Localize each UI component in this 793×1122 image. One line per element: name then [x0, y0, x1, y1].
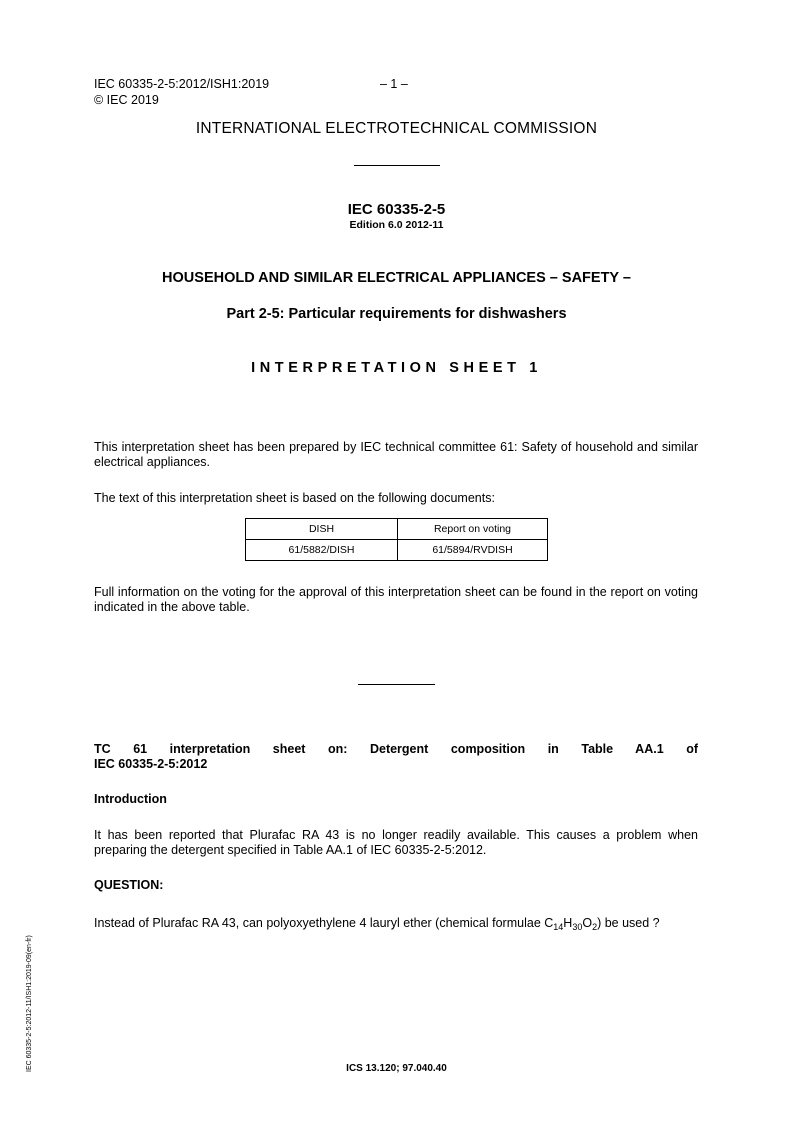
question-heading: QUESTION: — [94, 878, 164, 892]
formula-o: O — [582, 916, 593, 930]
divider-top — [354, 165, 440, 166]
documents-intro: The text of this interpretation sheet is based on the following documents: — [94, 491, 495, 505]
question-text-before: Instead of Plurafac RA 43, can polyoxyethylene 4 lauryl ether (chemical formulae — [94, 916, 545, 930]
introduction-heading: Introduction — [94, 792, 167, 806]
formula-o-subscript: 2 — [592, 922, 598, 932]
copyright-notice: © IEC 2019 — [94, 93, 159, 107]
standard-number: IEC 60335-2-5 — [347, 201, 446, 218]
formula-h: H — [563, 916, 573, 930]
organization-name: INTERNATIONAL ELECTROTECHNICAL COMMISSION — [195, 120, 598, 137]
table-header-cell: DISH — [246, 519, 398, 540]
intro-paragraph: This interpretation sheet has been prepared by IEC technical committee 61: Safety of household and similar electrical appliances. — [94, 440, 698, 469]
side-document-code: IEC 60335-2-5:2012-11/ISH1:2019-09(en-fr) — [26, 935, 33, 1072]
table-cell: 61/5882/DISH — [246, 540, 398, 561]
topic-heading-line1: TC 61 interpretation sheet on: Detergent composition in Table AA.1 of — [94, 742, 698, 756]
voting-paragraph: Full information on the voting for the approval of this interpretation sheet can be found in the report on voting indicated in the above table. — [94, 585, 698, 614]
topic-heading-line2: IEC 60335-2-5:2012 — [94, 757, 208, 771]
divider-middle — [358, 684, 435, 685]
formula-c: C — [544, 916, 554, 930]
edition-info: Edition 6.0 2012-11 — [349, 219, 444, 231]
table-row — [246, 540, 548, 561]
document-subtitle: Part 2-5: Particular requirements for dishwashers — [226, 306, 567, 322]
page-number: – 1 – — [380, 77, 408, 91]
document-reference: IEC 60335-2-5:2012/ISH1:2019 — [94, 77, 270, 91]
formula-c-subscript: 14 — [553, 922, 564, 932]
table-cell: 61/5894/RVDISH — [398, 540, 548, 561]
documents-table — [245, 518, 548, 561]
sheet-title: INTERPRETATION SHEET 1 — [251, 360, 542, 376]
introduction-text: It has been reported that Plurafac RA 43 is no longer readily available. This causes a problem when preparing the detergent specified in Table AA.1 of IEC 60335-2-5:2012. — [94, 828, 698, 857]
question-text — [94, 916, 698, 931]
question-text-after: ) be used ? — [597, 916, 660, 930]
ics-footer: ICS 13.120; 97.040.40 — [346, 1063, 447, 1074]
table-header-row — [246, 519, 548, 540]
table-header-cell: Report on voting — [398, 519, 548, 540]
formula-h-subscript: 30 — [572, 922, 583, 932]
document-title: HOUSEHOLD AND SIMILAR ELECTRICAL APPLIANCES – SAFETY – — [162, 270, 631, 286]
